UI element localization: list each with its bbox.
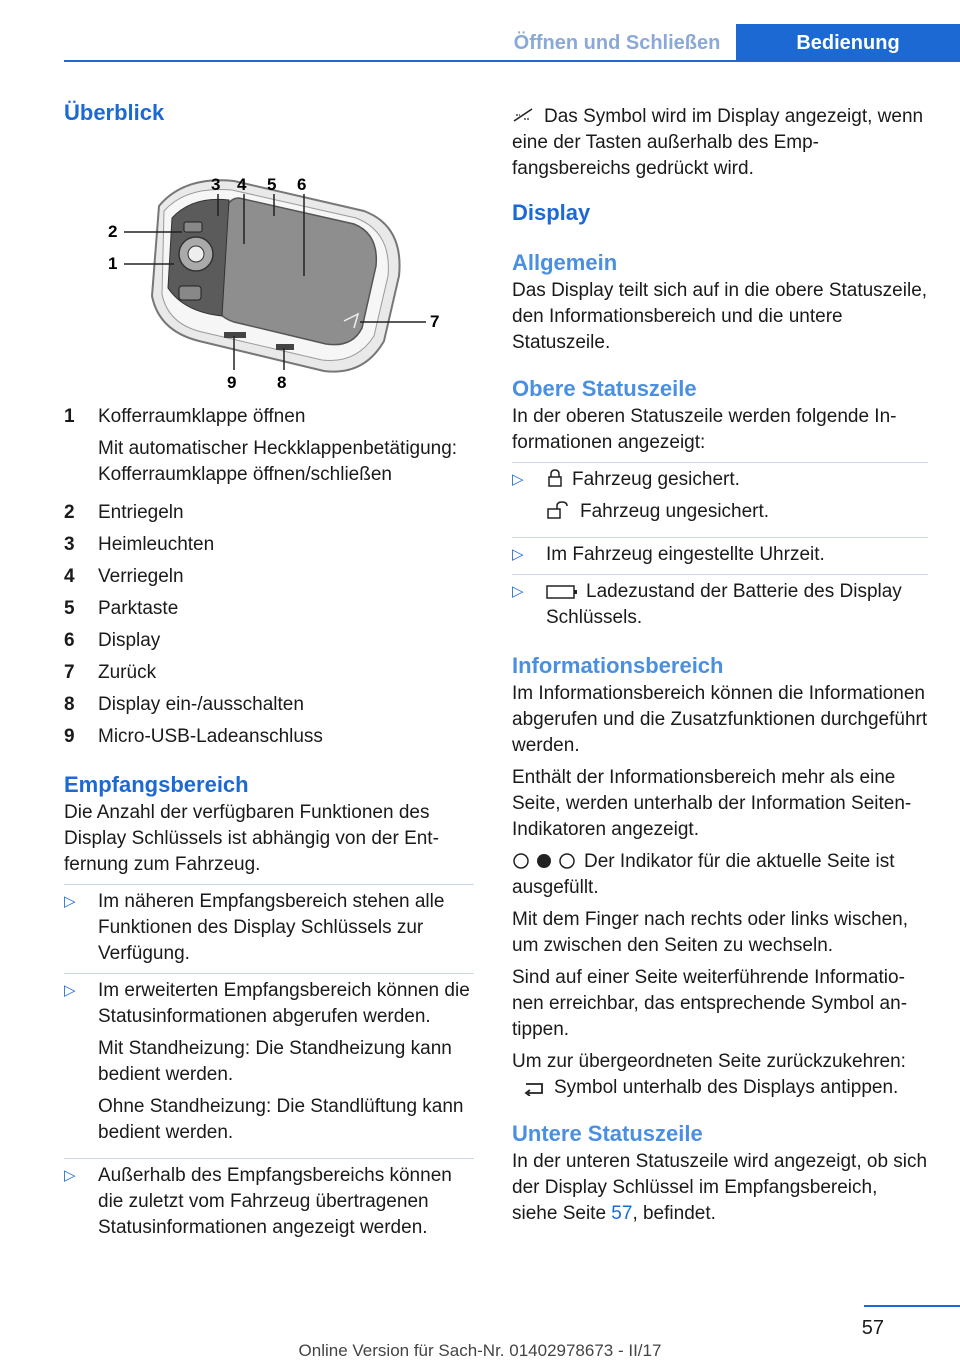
footer-version-text: Online Version für Sach-Nr. 01402978673 - II/17 — [298, 1341, 662, 1360]
item-label: Parktaste — [98, 598, 179, 619]
list-item — [64, 500, 474, 526]
callout-7: 7 — [430, 312, 440, 331]
item-sub-note: Mit automatischer Heckklappenbetätigung: Kofferraumklappe öffnen/schließen — [98, 438, 458, 485]
overview-heading: Überblick — [64, 100, 165, 125]
item-label: Heimleuchten — [98, 534, 215, 555]
item-number: 1 — [64, 406, 75, 427]
info-text-1: Im Informationsbereich können die Informationen abgerufen und die Zusatzfunktionen durchgeführt werden. — [512, 683, 928, 756]
callout-8: 8 — [277, 373, 287, 392]
page-number: 57 — [861, 1317, 884, 1339]
info-text-6: Um zur übergeordneten Seite zurückzukehren: Symbol unterhalb des Displays antippen. — [512, 1051, 906, 1098]
lock-closed-icon — [546, 468, 564, 488]
item-label: Verriegeln — [98, 566, 184, 587]
list-item — [64, 628, 474, 654]
list-item: ▷ Fahrzeug gesichert. Fahrzeug ungesichert. — [512, 462, 928, 537]
list-item: ▷ Im näheren Empfangsbereich stehen alle Funktionen des Display Schlüssels zur Verfügung. — [64, 884, 474, 973]
item-number: 3 — [64, 534, 75, 555]
out-of-range-icon — [512, 105, 536, 125]
callout-4: 4 — [237, 175, 247, 194]
display-heading: Display — [512, 200, 591, 225]
list-item — [64, 660, 474, 686]
item-number: 8 — [64, 694, 75, 715]
header-rule — [64, 60, 960, 62]
item-number: 4 — [64, 566, 75, 587]
page-reference-link[interactable]: 57 — [611, 1203, 633, 1224]
info-text-2: Enthält der Informationsbereich mehr als eine Seite, werden unterhalb der Information Seiten-Indikatoren angezeigt. — [512, 767, 912, 840]
list-item — [64, 596, 474, 622]
left-column — [64, 98, 474, 1247]
triangle-bullet-icon: ▷ — [512, 583, 524, 600]
item-number: 7 — [64, 662, 75, 683]
item-number: 6 — [64, 630, 75, 651]
page-indicator-icon — [512, 852, 576, 870]
footer-rule — [864, 1305, 960, 1307]
info-text-5: Sind auf einer Seite weiterführende Informationen erreichbar, das entsprechende Symbol antippen. — [512, 967, 908, 1040]
triangle-bullet-icon: ▷ — [64, 893, 76, 910]
info-text-3: Der Indikator für die aktuelle Seite ist ausgefüllt. — [512, 851, 895, 898]
info-area-heading: Informationsbereich — [512, 653, 724, 678]
reception-bullets — [64, 884, 474, 1247]
callout-5: 5 — [267, 175, 277, 194]
info-text-4: Mit dem Finger nach rechts oder links wischen, um zwischen den Seiten zu wechseln. — [512, 909, 908, 956]
item-label: Display — [98, 630, 161, 651]
list-item — [64, 564, 474, 590]
reception-range-heading: Empfangsbereich — [64, 772, 249, 797]
upper-status-intro: In der oberen Statuszeile werden folgende Informationen angezeigt: — [512, 406, 897, 453]
list-item — [64, 532, 474, 558]
general-text: Das Display teilt sich auf in die obere Statuszeile, den Informationsbereich und die untere Statuszeile. — [512, 280, 928, 353]
item-label: Zurück — [98, 662, 157, 683]
callout-9: 9 — [227, 373, 237, 392]
callout-1: 1 — [108, 254, 118, 273]
item-label: Display ein-/ausschalten — [98, 694, 304, 715]
out-of-range-note: Das Symbol wird im Display angezeigt, wenn eine der Tasten außerhalb des Empfangsbereichs gedrückt wird. — [512, 106, 924, 179]
callout-3: 3 — [211, 175, 221, 194]
lower-status-text: In der unteren Statuszeile wird angezeigt, ob sich der Display Schlüssel im Empfangsbereich, siehe Seite 57, befindet. — [512, 1151, 928, 1224]
upper-status-bullets — [512, 462, 928, 637]
list-item — [64, 724, 474, 750]
list-item: ▷ Ladezustand der Batterie des Display Schlüssels. — [512, 574, 928, 637]
right-column — [512, 104, 928, 1233]
battery-icon — [546, 584, 578, 600]
list-item — [64, 404, 474, 494]
item-label: Entriegeln — [98, 502, 184, 523]
list-item: ▷ Im Fahrzeug eingestellte Uhrzeit. — [512, 537, 928, 574]
callout-6: 6 — [297, 175, 307, 194]
back-arrow-icon — [520, 1080, 546, 1096]
header-section-title: Öffnen und Schließen — [513, 32, 721, 54]
list-item — [64, 692, 474, 718]
component-list — [64, 404, 474, 750]
display-key-illustration — [64, 136, 464, 396]
upper-status-heading: Obere Statuszeile — [512, 376, 697, 401]
item-number: 2 — [64, 502, 75, 523]
item-number: 9 — [64, 726, 75, 747]
triangle-bullet-icon: ▷ — [512, 471, 524, 488]
item-label: Kofferraumklappe öffnen — [98, 406, 306, 427]
reception-intro: Die Anzahl der verfügbaren Funktionen des Display Schlüssels ist abhängig von der Entfernung zum Fahrzeug. — [64, 802, 439, 875]
triangle-bullet-icon: ▷ — [512, 546, 524, 563]
list-item: ▷ Im erweiterten Empfangsbereich können die Statusinformationen abgerufen werden. Mit Standheizung: Die Standheizung kann bedient werden. Ohne Standheizung: Die Standlüftung kann bedient werden. — [64, 973, 474, 1158]
item-number: 5 — [64, 598, 75, 619]
item-label: Micro-USB-Ladeanschluss — [98, 726, 323, 747]
lower-status-heading: Untere Statuszeile — [512, 1121, 703, 1146]
header-chapter-tab: Bedienung — [736, 24, 960, 62]
list-item: ▷ Außerhalb des Empfangsbereichs können die zuletzt vom Fahrzeug übertragenen Statusinformationen angezeigt werden. — [64, 1158, 474, 1247]
triangle-bullet-icon: ▷ — [64, 982, 76, 999]
display-key-figure — [64, 136, 474, 404]
callout-2: 2 — [108, 222, 118, 241]
general-heading: Allgemein — [512, 250, 618, 275]
triangle-bullet-icon: ▷ — [64, 1167, 76, 1184]
lock-open-icon — [546, 500, 572, 520]
